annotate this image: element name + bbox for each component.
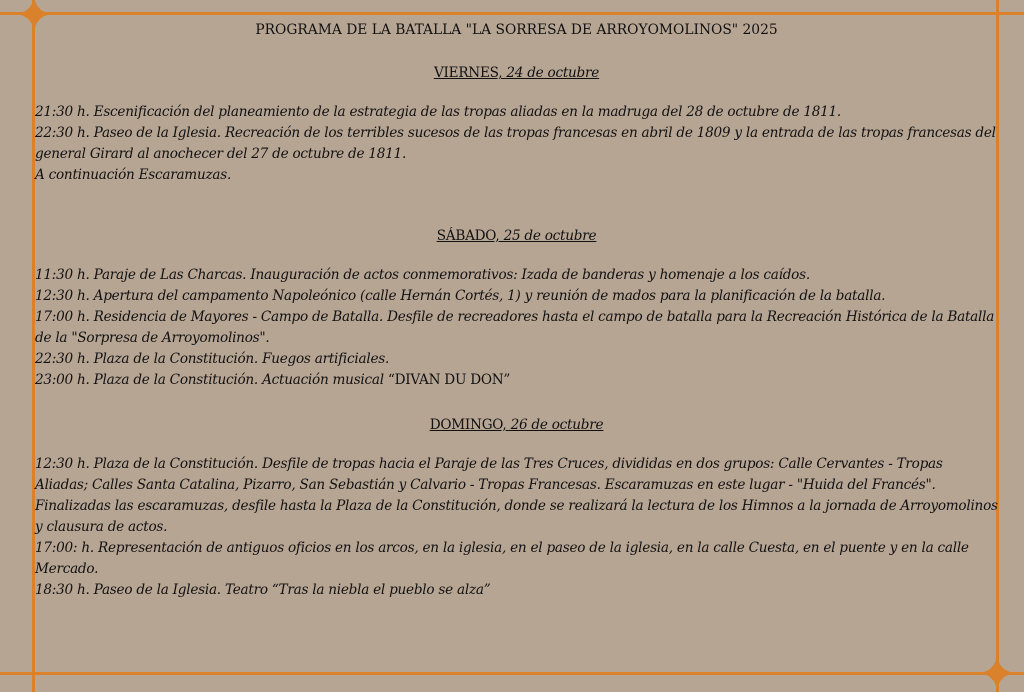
event-line: 12:30 h. Plaza de la Constitución. Desfile de tropas hacia el Paraje de las Tres Cruces, divididas en dos grupos: Calle Cervantes - Tropas Aliadas; Calles Santa Catalina, Pizarro, San Sebastián y Calvario - Tropas Francesas. Escaramuzas en este lugar - "Huida del Francés". (35, 456, 943, 493)
frame-bottom-line (0, 672, 1024, 675)
day-name: VIERNES, (433, 65, 503, 81)
event-line: Finalizadas las escaramuzas, desfile hasta la Plaza de la Constitución, donde se realizará la lectura de los Himnos a la jornada de Arroyomolinos y clausura de actos. (35, 498, 998, 535)
frame-top-line (0, 12, 1024, 15)
event-line: 12:30 h. Apertura del campamento Napoleónico (calle Hernán Cortés, 1) y reunión de mados para la planificación de la batalla. (35, 288, 886, 304)
corner-star-icon (979, 655, 1015, 691)
day-heading-viernes (35, 63, 998, 84)
day-heading-sabado (35, 226, 998, 247)
program-title: PROGRAMA DE LA BATALLA "LA SORRESA DE ARROYOMOLINOS" 2025 (255, 22, 778, 38)
day-name: DOMINGO, (429, 417, 507, 433)
event-line: 23:00 h. Plaza de la Constitución. Actuación musical “DIVAN DU DON” (35, 372, 511, 388)
day-date: 25 de octubre (503, 228, 597, 244)
day-date: 24 de octubre (506, 65, 600, 81)
event-line: 11:30 h. Paraje de Las Charcas. Inauguración de actos conmemorativos: Izada de banderas y homenaje a los caídos. (35, 267, 810, 283)
event-line: 21:30 h. Escenificación del planeamiento de la estrategia de las tropas aliadas en la madruga del 28 de octubre de 1811. (35, 104, 841, 120)
event-highlight: “DIVAN DU DON” (387, 372, 511, 388)
day-heading-domingo (35, 415, 998, 436)
event-line: 17:00: h. Representación de antiguos oficios en los arcos, en la iglesia, en el paseo de la iglesia, en la calle Cuesta, en el puente y en la calle Mercado. (35, 540, 969, 577)
event-line: 18:30 h. Paseo de la Iglesia. Teatro “Tras la niebla el pueblo se alza” (35, 582, 491, 598)
event-line: A continuación Escaramuzas. (35, 167, 232, 183)
event-line: 22:30 h. Plaza de la Constitución. Fuegos artificiales. (35, 351, 390, 367)
day-date: 26 de octubre (510, 417, 604, 433)
event-line: 17:00 h. Residencia de Mayores - Campo de Batalla. Desfile de recreadores hasta el campo de batalla para la Recreación Histórica de la Batalla de la "Sorpresa de Arroyomolinos". (35, 309, 995, 346)
program-content (35, 20, 998, 601)
day-name: SÁBADO, (436, 228, 500, 244)
event-line: 22:30 h. Paseo de la Iglesia. Recreación de los terribles sucesos de las tropas francesas en abril de 1809 y la entrada de las tropas francesas del general Girard al anochecer del 27 de octubre de 1811. (35, 125, 996, 162)
